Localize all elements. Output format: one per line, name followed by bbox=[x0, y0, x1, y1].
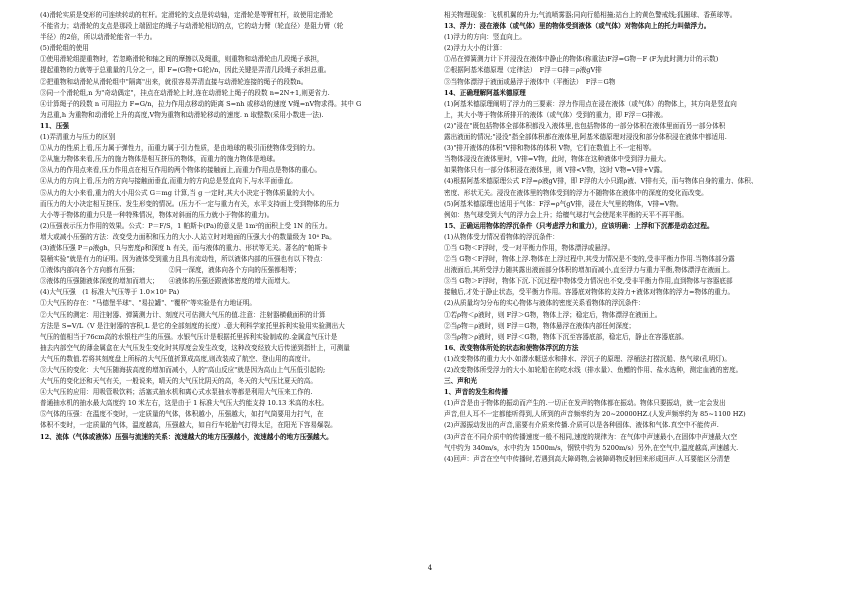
text-line: ①吊在弹簧测力计下并浸没在液体中静止的物体(称重法)F浮=G物－F (F为此时测力计的示数) bbox=[444, 55, 719, 64]
text-line: ④大气压的应用：用吸管吸饮料；活塞式抽水机和离心式水泵抽水等都是利用大气压来工作的. bbox=[40, 388, 313, 397]
text-line: 抽去内部空气的薄金属盒在大气压发生变化时其厚度会发生改变，这种改变经放大后传递到指针上，可测量 bbox=[40, 343, 350, 352]
text-line: 11、压强 bbox=[40, 121, 69, 130]
text-line: 大气压的变化还和天气有关，一般说来，晴天的大气压比阴天的高，冬天的大气压比夏天的高。 bbox=[40, 377, 317, 386]
text-line: 提起重物的力就等于总重量的几分之一，即 F=(G物+G轮)/n，因此关键是弄清几段绳子承担总重。 bbox=[40, 66, 331, 75]
text-line: ②大气压的测定：用注射器、弹簧测力计、刻度尺可估测大气压的值.注意：注射器横截面积的计算 bbox=[40, 310, 326, 319]
text-line: 气中约为 340m/s，水中约为 1500m/s，钢铁中约为 5200m/s）另外,在空气中,温度越高,声速越大. bbox=[444, 443, 739, 452]
text-line: (1)弄清重力与压力的区别 bbox=[40, 133, 116, 142]
text-line: ①使用滑轮组提重物时，若忽略滑轮和轴之间的摩擦以及绳重，则重物和动滑轮由几段绳子承担， bbox=[40, 55, 324, 64]
text-line: (1)声音是由于物体的振动而产生的.一切正在发声的物体都在振动。物体只要振动，就一定会发出 bbox=[444, 399, 726, 408]
text-line: ④计算绳子的段数 n 可用拉力 F=G/n，拉力作用点移动的距离 S=nh 或移动的速度 V绳=nV物求得。其中 G bbox=[40, 99, 362, 108]
text-line: ②根据阿基米德原理（定律法） F浮＝G排＝ρ液gV排 bbox=[444, 66, 602, 75]
text-line: 上，其大小等于物体所排开的液体（或气体）受到的重力，即 F浮＝G排液。 bbox=[444, 110, 667, 119]
text-line: 密度、形状无关。浸没在液体里的物体受到的浮力不随物体在液体中的深度的变化而改变。 bbox=[444, 188, 708, 197]
text-line: (4)滑轮实质是变形的可连续转动的杠杆。定滑轮的支点是转动轴，定滑轮是等臂杠杆，故使用定滑轮 bbox=[40, 11, 333, 19]
text-line: ③从力的作用点来看,压力作用点在相互作用的两个物体的接触面上,而重力作用点是物体的重心。 bbox=[40, 166, 322, 175]
text-line: (4)根据阿基米德原理公式 F浮=ρ液gV排，即 F浮的大小只跟ρ液、V排有关，而与物体自身的重力、体积、 bbox=[444, 177, 758, 186]
left-column bbox=[40, 10, 420, 443]
text-line: (1)阿基米德原理阐明了浮力的三要素：浮力作用点在浸在液体（或气体）的物体上，其方向是竖直向 bbox=[444, 99, 737, 108]
text-line: (3)液体压强 P＝ρ液gh，只与密度ρ和深度 h 有关，而与液体的重力、形状等无关。著名的"帕斯卡 bbox=[40, 243, 328, 252]
text-line: ①从力的性质上看,压力属于弹性力，而重力属于引力性质，是由地球的吸引而使物体受到的力。 bbox=[40, 144, 320, 153]
text-line: 半径）的2倍，所以动滑轮能省一半力。 bbox=[40, 33, 157, 42]
text-line: ③液体的压强随液体深度的增加而增大； ④液体的压强还跟液体密度的增大而增大。 bbox=[40, 277, 294, 286]
text-line: ③当 G物＞F浮时，物体下沉.下沉过程中物体受力情况也不变,受非平衡力作用,直到物体与容器底部 bbox=[444, 277, 733, 286]
text-line: 大小等于物体的重力只是一种特殊情况，物体对斜面的压力就小于物体的重力)。 bbox=[40, 210, 274, 219]
text-line: 声音,但人耳不一定都能听得到,人所到的声音频率约为 20~20000HZ.(人发声频率约为 85~1100 HZ) bbox=[444, 410, 746, 419]
text-line: (3)"排开液体的体积"V排和物体的体积 V物，它们在数值上不一定相等。 bbox=[444, 144, 656, 153]
text-line: 三、声和光 bbox=[444, 377, 477, 386]
text-line: ③当物体漂浮于液面或悬浮于液体中（平衡法） F浮＝G物 bbox=[444, 77, 616, 86]
text-line: ④从力的方向上看,压力的方向与接触面垂直,而重力的方向总是竖直向下,与水平面垂直。 bbox=[40, 177, 297, 186]
text-line: 而压力的大小决定相互挤压、发生形变的情况。(压力不一定与重力有关，水平支持面上受到物体的压力 bbox=[40, 199, 340, 208]
text-line: (2)浮力大小的计算： bbox=[444, 44, 507, 53]
text-line: 气压的值相当于76cm高的水银柱产生的压强。水银气压计是根据托里拆利实验制成的.金属盒气压计是 bbox=[40, 332, 338, 341]
text-line: (5)滑轮组的使用 bbox=[40, 44, 89, 53]
text-line: 不能省力；动滑轮的支点是那段上端固定的绳子与动滑轮相切的点，它的动力臂（轮直径）是阻力臂（轮 bbox=[40, 22, 344, 31]
text-line: (2)"浸在"既包括物体全部体积都没入液体里,也包括物体的一部分体积在液体里面而另一部分体积 bbox=[444, 121, 726, 130]
page-number: 4 bbox=[427, 564, 433, 572]
text-line: (1)从物体受力情况看物体的浮沉条件： bbox=[444, 232, 559, 241]
text-line: 14、正确理解阿基米德原理 bbox=[444, 88, 526, 97]
text-line: 例如：热气球受到大气的浮力会上升；给檀气球打气会使尾来平衡的天平不再平衡。 bbox=[444, 210, 688, 219]
text-line: ③大气压的变化：大气压随海拔高度的增加而减小，人的"高山反应"就是因为高山上气压低引起的; bbox=[40, 366, 326, 374]
text-line: 增大或减小压强的方法：改变受力面积和压力的大小.人站立时对地面的压强大小的数量级为 10⁴ Pa。 bbox=[40, 232, 336, 241]
text-line: ①若ρ物＜ρ液时，则 F浮＞G物，物体上浮；稳定后，物体漂浮在液面上。 bbox=[444, 310, 662, 319]
text-line: ③同一个滑轮组,n 为"奇动偶定"，挂点在动滑轮上时,连在动滑轮上绳子的段数 n=2N+1,则更省力. bbox=[40, 88, 330, 97]
text-line: 为总重,h 为重物和动滑轮上升的高度,V物为重物和动滑轮移动的速度. n 取整数(采用小数进一法). bbox=[40, 110, 324, 119]
text-line: 15、正确运用物体的浮沉条件（只考虑浮力和重力），应该明确：上浮和下沉都是动态过程。 bbox=[444, 221, 714, 230]
text-line: (2)从质量均匀分布的实心物体与液体的密度关系看物体的浮沉条件： bbox=[444, 299, 645, 308]
text-line: 当物体浸没在液体里时，V排=V物，此时，物体在这种液体中受到浮力最大。 bbox=[444, 155, 671, 164]
text-line: (2)改变物体所受浮力的大小.如轮船在的吃水线（排水量）、鱼鳔的作用、盐水选种，测定血液的密度。 bbox=[444, 366, 743, 374]
text-line: 12、流体（气体或液体）压强与流速的关系：流速越大的地方压强越小，流速越小的地方压强越大。 bbox=[40, 432, 333, 441]
text-line: (1)改变物体的重力大小.如潜水艇送水和排水、浮沉子的原理、浮桶法打捞沉船、热气球(孔明灯)。 bbox=[444, 354, 731, 363]
text-line: (4)回声：声音在空气中传播时,若遇到高大障碍物,会被障碍物反射回来形成回声.人耳要能区分清楚 bbox=[444, 454, 730, 463]
text-line: (2)压强表示压力作用的效果。公式：P＝F/S，1 帕斯卡(Pa)的意义是 1m²的面积上受 1N 的压力。 bbox=[40, 221, 332, 230]
text-line: ①液体内部向各个方向都有压强； ②同一深度，液体向各个方向的压强都相等； bbox=[40, 266, 301, 275]
text-line: ⑤从力的大小来看,重力的大小用公式 G＝mg 计算,当 g 一定时,其大小决定于物体质量的大小。 bbox=[40, 188, 319, 197]
text-line: 如果物体只有一部分体积浸在液体里，则 V排<V物，这时 V物=V排+V露。 bbox=[444, 166, 667, 175]
text-line: ②当 G物＜F浮时，物体上浮.物体在上浮过程中,其受力情况是不变的,受非平衡力作用.当物体部分露 bbox=[444, 255, 735, 264]
text-line: 方法是 S=V/L（V 是注射器的容积,L 是它的全部刻度的长度）.意大利科学家托里拆利实验用实验测出大 bbox=[40, 321, 345, 330]
text-line: ⑤气体的压强：在温度不变时，一定质量的气体，体积越小，压强越大，如打气筒要用力打气，在 bbox=[40, 410, 324, 419]
text-line: (3)声音在不同介质中的传播速度一般不相同,速度的规律为：在气体中声速最小,在固体中声速最大(空 bbox=[444, 432, 738, 441]
text-line: (1)浮力的方向：竖直向上。 bbox=[444, 33, 526, 42]
text-line: (2)声源振动发出的声音,需要有介质来传播.介质可以是各种固体、液体和气体.真空中不能传声. bbox=[444, 421, 719, 430]
text-line: ③当ρ物＞ρ液时，则 F浮＜G物，物体下沉至容器底部，稳定后，静止在容器底部。 bbox=[444, 332, 688, 341]
text-line: 体积不变时，一定质量的气体，温度越高，压强越大，如自行车轮胎气打得太足，在阳光下容易爆裂。 bbox=[40, 421, 337, 430]
text-line: 16、改变物体所处的状态和使物体浮沉的方法 bbox=[444, 343, 579, 352]
text-line: 13、浮力：浸在液体（或气体）里的物体受到液体（或气体）对物体向上的托力叫做浮力。 bbox=[444, 22, 711, 31]
text-line: (5)阿基米德原理也适用于气体：F浮=ρ气gV排，浸在大气里的物体，V排=V物。 bbox=[444, 199, 683, 208]
text-line: 普通抽水机的抽水最大高度约 10 米左右，这是由于 1 标准大气压大约能支持 10.13 米高的水柱。 bbox=[40, 399, 329, 408]
right-column bbox=[444, 10, 838, 465]
text-line: 出液面后,其所受浮力随其露出液面部分体积的增加而减小,直至浮力与重力平衡,物体漂浮在液面上。 bbox=[444, 266, 734, 275]
text-line: ②把重物和动滑轮从滑轮组中"隔离"出来，就很容易弄清直接与动滑轮连接的绳子的段数n。 bbox=[40, 77, 308, 86]
text-line: ①当 G物＜F浮时，受一对平衡力作用，物体漂浮或悬浮。 bbox=[444, 243, 615, 252]
text-line: ①大气压的存在："马德堡半球"、"易拉罐"、"覆杯"等实验是有力地证明。 bbox=[40, 299, 257, 308]
text-line: ②当ρ物＝ρ液时，则 F浮＝G物，物体悬浮在液体内部任何深度； bbox=[444, 321, 636, 330]
text-line: (4)大气压强 (1 标准大气压等于 1.0×10⁵ Pa) bbox=[40, 288, 180, 297]
text-line: 相关物理现象：飞机机翼的升力;气流喷雾器;同向行船相撞;站台上的黄色警戒线;狐圈球、香蕉球等。 bbox=[444, 11, 737, 19]
text-line: ②从施力物体来看,压力的施力物体是相互挤压的物体，而重力的施力物体是地球。 bbox=[40, 155, 280, 164]
text-line: 裂桶实验"就是有力的证明。因为液体受到重力且具有流动性，所以液体内部的压强也有以下特点： bbox=[40, 255, 327, 264]
text-line: 大气压的数值.若将其刻度盘上所标的大气压值折算成高度,则改装成了航空、登山用的高度计。 bbox=[40, 354, 315, 363]
text-line: 1、声音的发生和传播 bbox=[444, 388, 508, 397]
text-line: 接触后,才处于静止状态，受平衡力作用。容器底对物体的支持力+液体对物体的浮力=物体的重力。 bbox=[444, 288, 735, 297]
text-line: 露出液面的情况;"浸没"指全部体积都在液体里,阿基米德原理对浸没和部分体积浸在液体中都适用. bbox=[444, 133, 727, 142]
